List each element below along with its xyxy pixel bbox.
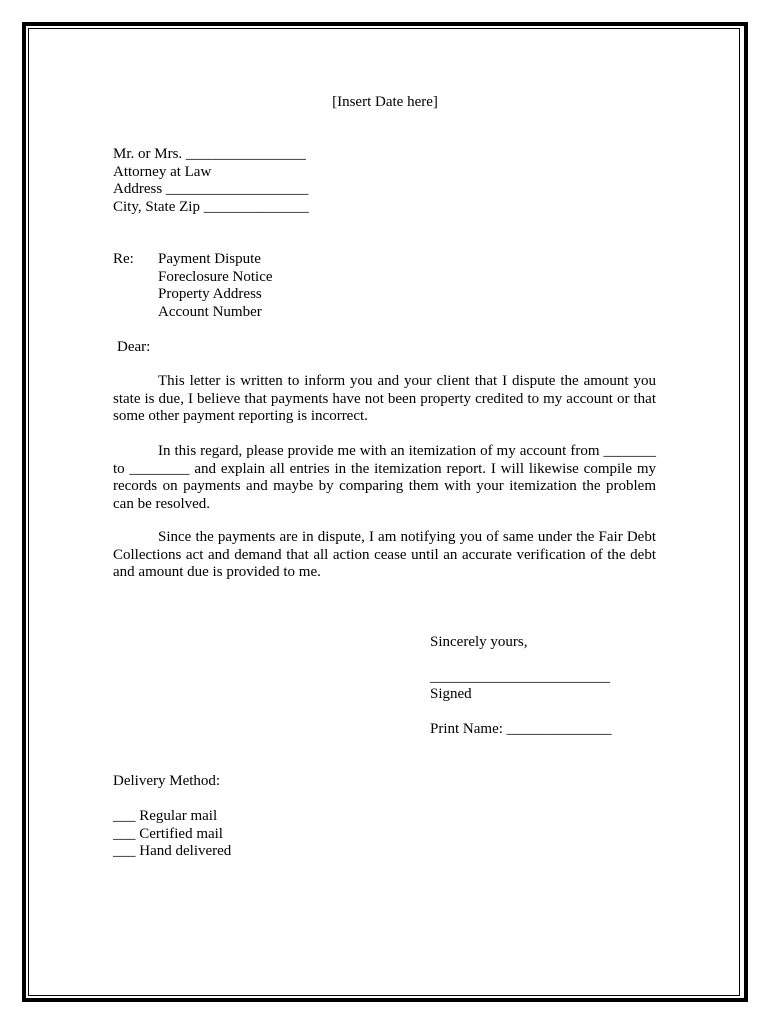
re-item-payment-dispute: Payment Dispute <box>158 251 261 267</box>
re-item-foreclosure-notice: Foreclosure Notice <box>158 268 273 285</box>
print-name-line: Print Name: ______________ <box>430 721 612 737</box>
re-label: Re: <box>113 251 134 267</box>
re-item-property-address: Property Address <box>158 286 262 302</box>
delivery-method-label: Delivery Method: <box>113 773 221 789</box>
body-paragraph-1: This letter is written to inform you and your client that I dispute the amount you state is due, I believe that payments have not been property credited to my account or that some other payment reporting is incorrect. <box>113 373 656 424</box>
salutation: Dear: <box>117 339 151 355</box>
date-placeholder: [Insert Date here] <box>332 94 438 110</box>
recipient-city-line: City, State Zip ______________ <box>113 198 309 215</box>
closing: Sincerely yours, <box>430 634 528 650</box>
re-item-account-number: Account Number <box>158 303 262 320</box>
recipient-title-line: Attorney at Law <box>113 163 212 180</box>
body-paragraph-2: In this regard, please provide me with an itemization of my account from _______ to ________ and explain all entries in the itemization report. I will likewise compile my records on payments and maybe by comparing them with your itemization the problem can be resolved. <box>113 443 656 512</box>
recipient-address-block <box>113 146 309 216</box>
delivery-option-hand-delivered: ___ Hand delivered <box>113 843 232 859</box>
signed-label: Signed <box>430 686 472 702</box>
re-subject-list <box>158 251 273 321</box>
recipient-address-line: Address ___________________ <box>113 181 309 197</box>
body-paragraph-3: Since the payments are in dispute, I am notifying you of same under the Fair Debt Collections act and demand that all action cease until an accurate verification of the debt and amount due is provided to me. <box>113 529 656 580</box>
delivery-option-certified-mail: ___ Certified mail <box>113 825 223 842</box>
delivery-option-regular-mail: ___ Regular mail <box>113 808 218 824</box>
delivery-options <box>113 808 231 861</box>
recipient-name-line: Mr. or Mrs. ________________ <box>113 146 306 162</box>
signature-line: ________________________ <box>430 669 610 685</box>
